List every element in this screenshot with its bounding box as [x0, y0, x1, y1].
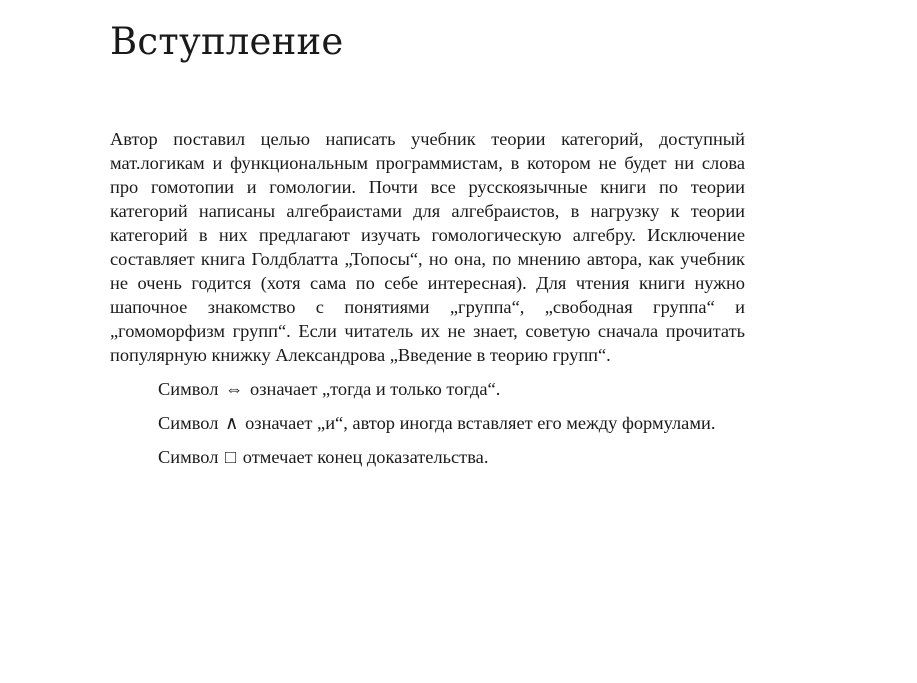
symbol-note-iff: [158, 377, 745, 401]
intro-paragraph: Автор поставил целью написать учебник теории категорий, доступный мат.логикам и функциональным программистам, в котором не будет ни слова про гомотопии и гомологии. Почти все русскоязычные книги по теории категорий написаны алгебраистами для алгебраистов, в нагрузку к теории категорий в них предлагают изучать гомологическую алгебру. Исключение составляет книга Голдблатта „Топосы“, но она, по мнению автора, как учебник не очень годится (хотя сама по себе интересная). Для чтения книги нужно шапочное знакомство с понятиями „группа“, „свободная группа“ и „гомоморфизм групп“. Если читатель их не знает, советую сначала прочитать популярную книжку Александрова „Введение в теорию групп“.: [110, 129, 745, 365]
symbol-note-prefix: Символ: [158, 413, 224, 433]
qed-box-symbol: □: [225, 447, 237, 467]
chapter-title: Вступление: [110, 20, 344, 63]
symbol-note-text: означает „и“, автор иногда вставляет его между формулами.: [240, 413, 716, 433]
symbol-note-prefix: Символ: [158, 447, 224, 467]
symbol-note-text: означает „тогда и только тогда“.: [245, 379, 501, 399]
symbol-note-prefix: Символ: [158, 379, 224, 399]
symbol-note-and: [158, 411, 745, 435]
iff-symbol: ⇔: [225, 379, 244, 399]
symbol-note-qed: [158, 445, 745, 469]
body-text: [110, 127, 745, 479]
and-symbol: ∧: [225, 413, 239, 433]
symbol-note-text: отмечает конец доказательства.: [238, 447, 489, 467]
